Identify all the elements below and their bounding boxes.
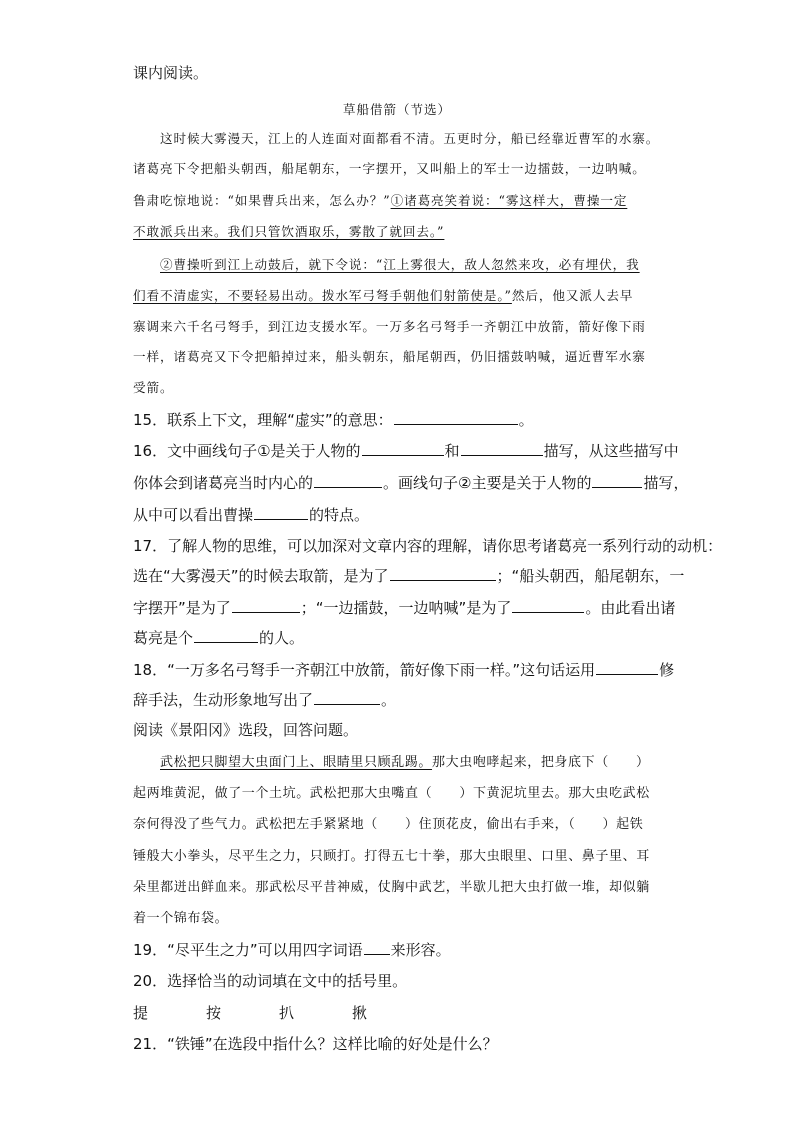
underlined-sentence-1-cont: 不敢派兵出来。我们只管饮酒取乐，雾散了就回去。” <box>133 224 445 239</box>
passage-line: 起两堆黄泥，做了一个土坑。武松把那大虫嘴直（ ）下黄泥坑里去。那大虫吃武松 <box>133 786 650 801</box>
underlined-sentence-1: ①诸葛亮笑着说：“雾这样大，曹操一定 <box>390 193 628 208</box>
question-text: 。 <box>381 691 397 709</box>
question-21: 21．“铁锤”在选段中指什么？这样比喻的好处是什么？ <box>133 1035 498 1053</box>
question-15 <box>133 410 534 430</box>
passage-line <box>133 286 633 306</box>
question-19 <box>133 940 451 960</box>
passage-text: 然后，他又派人去早 <box>511 288 634 303</box>
question-text: 。由此看出诸 <box>585 599 676 617</box>
section-intro: 阅读《景阳冈》选段，回答问题。 <box>133 721 359 739</box>
question-17-line2 <box>133 566 684 586</box>
underlined-sentence: 武松把只脚望大虫面门上、眼睛里只顾乱踢。 <box>160 755 433 770</box>
passage-line: 寨调来六千名弓弩手，到江边支援水军。一万多名弓弩手一齐朝江中放箭，箭好像下雨 <box>133 319 646 334</box>
answer-blank[interactable] <box>512 598 584 613</box>
question-text: 字摆开”是为了 <box>133 599 231 617</box>
question-text: 的人。 <box>259 629 305 647</box>
question-text: 和 <box>444 442 460 460</box>
verb-option: 揪 <box>352 1004 368 1022</box>
question-text: 19．“尽平生之力”可以用四字词语 <box>133 941 363 959</box>
answer-blank[interactable] <box>364 940 390 955</box>
passage-line <box>160 753 650 773</box>
question-17-line3 <box>133 598 675 618</box>
passage-line: 锤般大小拳头，尽平生之力，只顾打。打得五七十拳，那大虫眼里、口里、鼻子里、耳 <box>133 849 650 864</box>
question-text: 16．文中画线句子①是关于人物的 <box>133 442 361 460</box>
passage-line: 一样，诸葛亮又下令把船掉过来，船头朝东，船尾朝西，仍旧擂鼓呐喊，逼近曹军水寨 <box>133 349 646 364</box>
question-17-line4 <box>133 628 304 648</box>
question-text: 。画线句子②主要是关于人物的 <box>383 474 592 492</box>
question-20: 20．选择恰当的动词填在文中的括号里。 <box>133 972 408 990</box>
answer-blank[interactable] <box>314 473 382 488</box>
question-16 <box>133 441 679 461</box>
verb-option: 扒 <box>279 1004 295 1022</box>
verb-option: 按 <box>206 1004 222 1022</box>
question-text: 从中可以看出曹操 <box>133 506 254 524</box>
question-16-line3 <box>133 505 369 525</box>
answer-blank[interactable] <box>194 628 258 643</box>
underlined-sentence-2: ②曹操听到江上动鼓后，就下令说：“江上雾很大，敌人忽然来攻，必有埋伏，我 <box>160 257 640 272</box>
passage-line: 诸葛亮下令把船头朝西，船尾朝东，一字摆开，又叫船上的军士一边擂鼓，一边呐喊。 <box>133 161 646 176</box>
answer-blank[interactable] <box>254 505 308 520</box>
question-text: 15．联系上下文，理解“虚实”的意思： <box>133 411 393 429</box>
question-18-line2 <box>133 690 396 710</box>
passage-line: 奈何得没了些气力。武松把左手紧紧地（ ）住顶花皮，偷出右手来，（ ）起铁 <box>133 817 644 832</box>
question-text: 的特点。 <box>309 506 370 524</box>
verb-options <box>133 1003 425 1023</box>
answer-blank[interactable] <box>394 410 518 425</box>
passage-line: 朵里都迸出鲜血来。那武松尽平昔神威，仗胸中武艺，半歇儿把大虫打做一堆，却似躺 <box>133 880 650 895</box>
answer-blank[interactable] <box>390 566 496 581</box>
verb-option: 提 <box>133 1004 149 1022</box>
question-16-line2 <box>133 473 688 493</box>
answer-blank[interactable] <box>596 660 658 675</box>
answer-blank[interactable] <box>461 441 543 456</box>
answer-blank[interactable] <box>314 690 380 705</box>
question-text: ；“一边擂鼓，一边呐喊”是为了 <box>300 599 512 617</box>
question-text: 选在“大雾漫天”的时候去取箭，是为了 <box>133 567 389 585</box>
question-text: 18．“一万多名弓弩手一齐朝江中放箭，箭好像下雨一样。”这句话运用 <box>133 661 596 679</box>
section-intro: 课内阅读。 <box>133 64 209 82</box>
question-text: 来形容。 <box>390 941 451 959</box>
question-18 <box>133 660 674 680</box>
answer-blank[interactable] <box>362 441 444 456</box>
question-text: 辞手法，生动形象地写出了 <box>133 691 314 709</box>
passage-line: 着一个锦布袋。 <box>133 911 229 926</box>
answer-blank[interactable] <box>592 473 642 488</box>
question-text: 你体会到诸葛亮当时内心的 <box>133 474 314 492</box>
question-text: ；“船头朝西，船尾朝东，一 <box>496 567 685 585</box>
passage-line: 受箭。 <box>133 380 174 395</box>
question-17: 17．了解人物的思维，可以加深对文章内容的理解，请你思考诸葛亮一系列行动的动机： <box>133 537 723 555</box>
question-text: 描写， <box>643 474 689 492</box>
question-text: 葛亮是个 <box>133 629 194 647</box>
passage-text: 鲁肃吃惊地说：“如果曹兵出来，怎么办？” <box>133 193 391 208</box>
passage-title: 草船借箭（节选） <box>342 102 451 117</box>
question-text: 修 <box>659 661 675 679</box>
passage-text: 那大虫咆哮起来，把身底下（ ） <box>432 755 650 770</box>
passage-line <box>133 191 627 211</box>
passage-line: 这时候大雾漫天，江上的人连面对面都看不清。五更时分，船已经靠近曹军的水寨。 <box>160 131 660 146</box>
question-text: 。 <box>518 411 534 429</box>
question-text: 描写，从这些描写中 <box>543 442 679 460</box>
answer-blank[interactable] <box>232 598 300 613</box>
underlined-sentence-2-cont: 们看不清虚实，不要轻易出动。拨水军弓弩手朝他们射箭使是。” <box>133 288 512 303</box>
